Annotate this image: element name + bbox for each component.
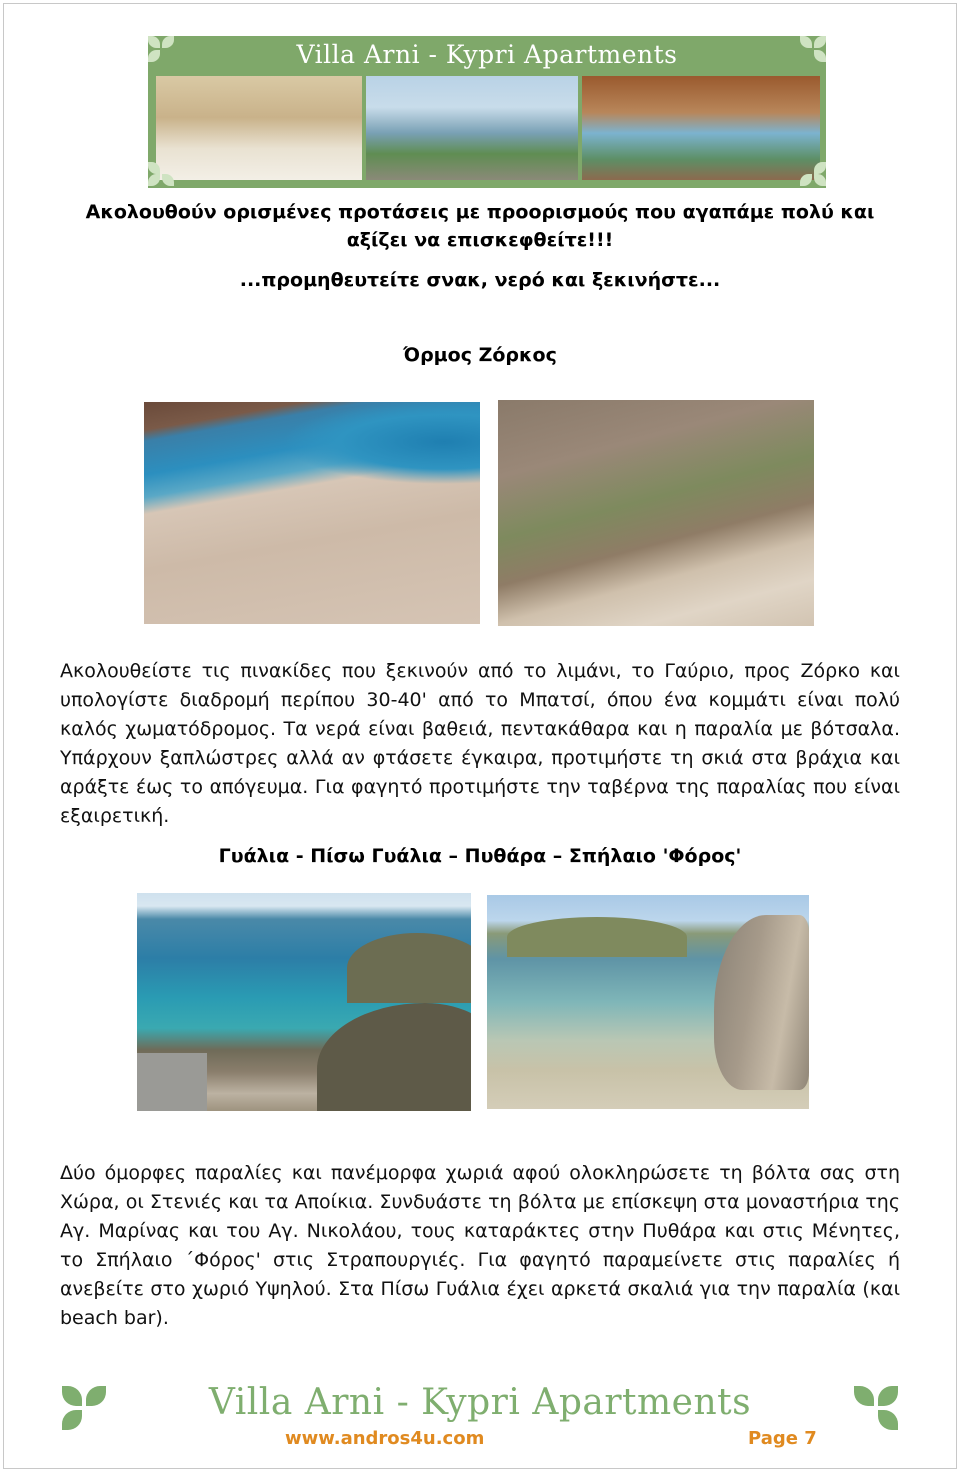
section-title-gyalia: Γυάλια - Πίσω Γυάλια – Πυθάρα – Σπήλαιο 'Φόρος': [218, 845, 742, 867]
rock-formation: [714, 915, 809, 1090]
gyalia-bay-photo: [137, 893, 471, 1111]
corner-flower-icon: [798, 160, 828, 190]
zorkos-beach-photo: [144, 402, 480, 624]
section-title-zorkos: Όρμος Ζόρκος: [403, 344, 557, 366]
beach-lounger-photo: [366, 76, 578, 180]
section-text-gyalia: Δύο όμορφες παραλίες και πανέμορφα χωριά αφού ολοκληρώσετε τη βόλτα σας στη Χώρα, οι Στενιές και τα Αποίκια. Συνδυάστε τη βόλτα με επίσκεψη στα μοναστήρια της Αγ. Μαρίνας και του Αγ. Νικολάου, τους καταράκτες στην Πυθάρα και στις Μένητες, το Σπήλαιο ΄Φόρος' στις Στραπουργιές. Για φαγητό παραμείνετε στις παραλίες ή ανεβείτε στο χωριό Υψηλού. Στα Πίσω Γυάλια έχει αρκετά σκαλιά για την παραλία (και beach bar).: [60, 1162, 900, 1329]
corner-flower-icon: [146, 34, 176, 64]
footer-title: Villa Arni - Kypri Apartments: [208, 1382, 752, 1423]
corner-flower-icon: [798, 34, 828, 64]
zorkos-cove-photo: [498, 400, 814, 626]
section-text-zorkos: Ακολουθείστε τις πινακίδες που ξεκινούν από το λιμάνι, το Γαύριο, προς Ζόρκο και υπολογίστε διαδρομή περίπου 30-40' από το Μπατσί, όπου ένα κομμάτι είναι πολύ καλός χωματόδρομος. Τα νερά είναι βαθειά, πεντακάθαρα και η παραλία με βότσαλα. Υπάρχουν ξαπλώστρες αλλά αν φτάσετε έγκαιρα, προτιμήστε τη σκιά στα βράχια και αράξτε έως το απόγευμα. Για φαγητό προτιμήστε την ταβέρνα της παραλίας που είναι εξαιρετική.: [60, 660, 900, 827]
header-banner: [148, 36, 826, 188]
intro-text: Ακολουθούν ορισμένες προτάσεις με προορισμούς που αγαπάμε πολύ και αξίζει να επισκεφθείτε!!!: [85, 201, 875, 251]
website-link[interactable]: www.andros4u.com: [285, 1428, 485, 1449]
room-photo: [156, 76, 362, 180]
gyalia-rocks-photo: [487, 895, 809, 1109]
corner-flower-icon: [146, 160, 176, 190]
terrace-photo: [582, 76, 820, 180]
intro-subtext: ...προμηθευτείτε σνακ, νερό και ξεκινήστε...: [239, 269, 721, 291]
page-number: Page 7: [748, 1428, 817, 1449]
rooftop: [137, 1053, 207, 1111]
banner-title: Villa Arni - Kypri Apartments: [296, 40, 678, 69]
